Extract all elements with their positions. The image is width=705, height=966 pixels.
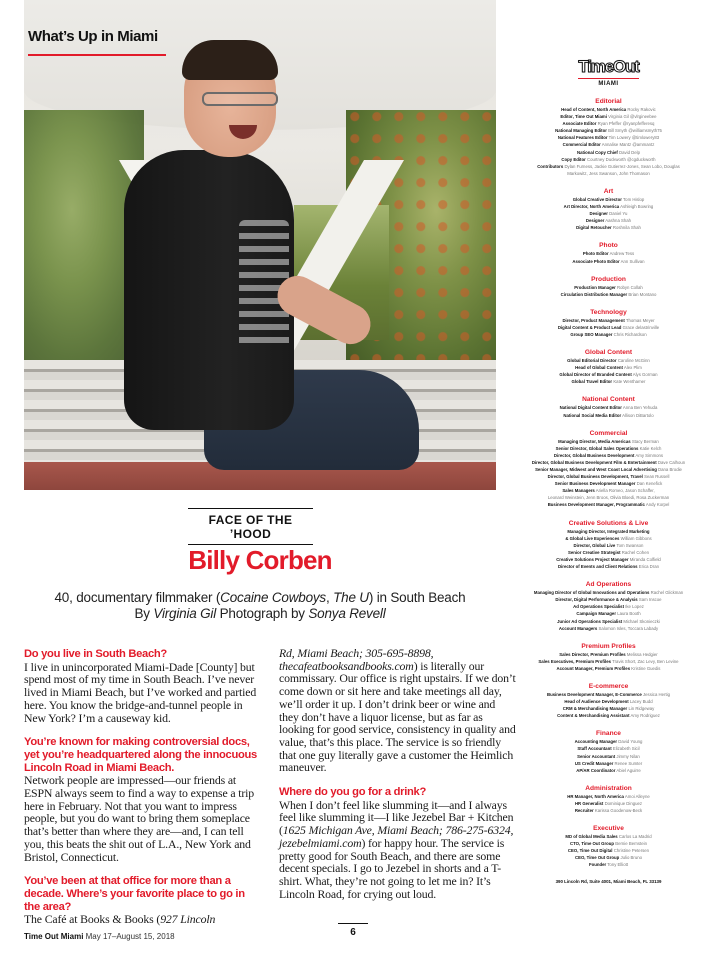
credit-role: Business Development Manager, E-Commerce xyxy=(547,691,642,697)
masthead-credit xyxy=(527,113,690,120)
credit-role: Group SEO Manager xyxy=(570,331,613,337)
credit-role: CTO, Time Out Group xyxy=(570,841,615,847)
masthead-credit xyxy=(527,549,690,556)
credit-role: Managing Director, Media Americas xyxy=(558,438,631,444)
credit-role: Account Managers xyxy=(558,625,598,631)
masthead-section xyxy=(527,429,690,509)
masthead-credit xyxy=(527,854,690,861)
masthead-credit xyxy=(527,250,690,257)
credit-name: Carlos La Madrid xyxy=(618,834,652,840)
credit-name: Miranda Colfield xyxy=(629,556,661,562)
credit-name: Kristine Guedis xyxy=(631,665,661,671)
credit-name: Leonard Weinstein, Jenn Broos, Olivia Bloedi, Rosa Zuckerman xyxy=(547,495,670,501)
footer-dates: May 17–August 15, 2018 xyxy=(83,932,175,941)
credit-name: Roshnila Shah xyxy=(612,225,641,231)
masthead-section-heading: Executive xyxy=(593,825,624,833)
masthead-credit xyxy=(527,691,690,698)
credit-role: Business Development Manager, Programmatic xyxy=(547,502,645,508)
credit-name: Karissa Goodenow-Beck xyxy=(594,808,643,813)
section-tag-label: What’s Up in Miami xyxy=(28,28,158,45)
credit-role: Copy Editor xyxy=(561,156,586,162)
timeout-logo: TimeOut xyxy=(578,58,638,79)
masthead-credit xyxy=(527,324,690,331)
hero-photo xyxy=(24,0,496,490)
credit-name: Ryan Pfeffer @ryanpfefferesq xyxy=(597,121,655,127)
credit-role: Art Director, North America xyxy=(563,204,620,210)
question: Do you live in South Beach? xyxy=(24,648,167,660)
credit-name: Katie Kelch xyxy=(639,445,662,451)
credit-role: Digital Retoucher xyxy=(576,225,612,231)
masthead-section-heading: Art xyxy=(603,187,614,195)
masthead-section-heading: National Content xyxy=(582,396,635,404)
masthead-section-heading: Production xyxy=(591,275,626,283)
question: You’re known for making controversial docs, yet you’re headquartered along the innocuous Lincoln Road in Miami Beach. xyxy=(24,736,257,774)
answer xyxy=(24,913,262,926)
credit-name: Caroline McGinn xyxy=(617,358,650,364)
answer: I live in unincorporated Miami-Dade [County] but spend most of my time in South Beach. I’ve never lived in Miami Beach, but I’ve worked and partied here. You know the bridge-and-tunnel people in New York? I’m a causeway kid. xyxy=(24,659,257,725)
credit-role: Circulation Distribution Manager xyxy=(560,291,628,297)
credit-role: MD of Global Media Sales xyxy=(565,834,618,840)
masthead-credit xyxy=(527,210,690,217)
masthead-credit xyxy=(527,134,690,141)
credit-name: Robyn Collah xyxy=(616,284,643,290)
credit-name: Dana Brodie xyxy=(658,467,682,472)
credit-role: Commercial Editor xyxy=(562,142,601,148)
credit-role: Global Travel Editor xyxy=(571,379,613,385)
credit-name: Sean Russell xyxy=(644,474,670,480)
masthead-credit xyxy=(527,610,690,617)
masthead-city: MIAMI xyxy=(598,81,619,87)
masthead-credit xyxy=(527,618,690,625)
credit-name: Anna Ben Yehuda xyxy=(622,405,658,411)
credit-name: Tony Elliott xyxy=(607,862,629,868)
masthead-credit xyxy=(527,589,690,596)
masthead-address: 390 Lincoln Rd, Suite 4001, Miami Beach, FL 33139 xyxy=(555,878,662,884)
masthead-section xyxy=(527,187,690,231)
masthead-credit xyxy=(527,861,690,868)
credit-name: Laura Booth xyxy=(617,611,641,617)
byline-photographer: Sonya Revell xyxy=(308,606,386,621)
credit-role: Digital Content & Product Lead xyxy=(557,324,622,330)
credit-role: Director, Global Business Development, Travel xyxy=(547,474,643,480)
kicker: FACE OF THE ’HOOD xyxy=(188,508,313,545)
masthead-credit xyxy=(527,793,690,800)
credit-name: Dan Kenefick xyxy=(636,481,663,487)
masthead-credit xyxy=(527,480,690,487)
credit-role: Associate Photo Editor xyxy=(572,258,620,264)
credit-name: Chris Richardson xyxy=(613,331,647,337)
masthead-credit xyxy=(527,217,690,224)
credit-role: Photo Editor xyxy=(582,251,609,257)
masthead-credit xyxy=(527,596,690,603)
credit-role: Director, Global Business Development Film & Entertainment xyxy=(531,459,657,465)
masthead-credit xyxy=(527,412,690,419)
credit-name: Elizabeth Sicil xyxy=(612,746,640,752)
credit-role: Contributors xyxy=(537,163,564,169)
credit-role: Senior Business Development Manager xyxy=(554,481,636,487)
byline-text: By xyxy=(134,606,154,621)
credit-role: Head of Audience Development xyxy=(564,699,629,705)
credit-role: Sales Director, Premium Profiles xyxy=(559,651,626,657)
credit-name: Renee Sumter xyxy=(614,760,643,766)
masthead-credit xyxy=(527,141,690,148)
dek-film-title: The U xyxy=(333,590,369,605)
masthead-credit xyxy=(527,753,690,760)
masthead-credit xyxy=(527,563,690,570)
page-number: 6 xyxy=(338,923,368,938)
masthead-section-heading: Technology xyxy=(590,308,627,316)
credit-role: Founder xyxy=(588,862,607,868)
masthead-credit xyxy=(527,203,690,210)
credit-name: Ariella Romeo, Jason Schaffer, xyxy=(595,488,655,494)
masthead-credit xyxy=(527,452,690,459)
credit-role: Sales Executives, Premium Profiles xyxy=(538,658,612,664)
masthead-credit xyxy=(527,840,690,847)
credit-role: Director, Digital Performance & Analysis xyxy=(555,597,638,603)
masthead-section xyxy=(527,824,690,868)
credit-role: Global Creative Director xyxy=(572,196,622,202)
masthead-section xyxy=(527,275,690,298)
masthead-section xyxy=(527,642,690,672)
byline-author: Virginia Gil xyxy=(153,606,217,621)
masthead-credit xyxy=(527,705,690,712)
answer xyxy=(279,647,517,774)
masthead-credit xyxy=(527,807,690,814)
article-dek xyxy=(0,590,520,622)
credit-name: Courtney Duckworth @cgduckworth xyxy=(586,156,656,162)
footer-publication: Time Out Miami xyxy=(24,932,84,941)
credit-name: Bill Smyth @williamsmyth75 xyxy=(608,128,662,134)
credit-name: Lacey Budd xyxy=(629,699,653,705)
masthead-credit xyxy=(527,651,690,658)
masthead-credit xyxy=(527,603,690,610)
credit-name: Virginia Gil @vlrgineebee xyxy=(608,114,657,120)
masthead-section xyxy=(527,729,690,773)
masthead-section-heading: Ad Operations xyxy=(585,581,632,589)
credit-name: Christine Petersen xyxy=(613,848,650,854)
credit-role: Managing Director, Integrated Marketing xyxy=(567,528,650,534)
credit-name: Dylan Furness, Jackie Gutierrez-Jones, Sean Lobo, Douglas xyxy=(564,163,680,169)
credit-role: National Features Editor xyxy=(557,135,608,141)
masthead-section-heading: Commercial xyxy=(589,429,628,437)
credit-name: Dave Calhoun xyxy=(657,459,686,465)
dek-line-1 xyxy=(0,590,520,606)
masthead-section-heading: Premium Profiles xyxy=(581,642,636,650)
credit-role: HR Generalist xyxy=(574,800,604,806)
question: You’ve been at that office for more than a decade. Where’s your favorite place to go in the area? xyxy=(24,875,245,913)
credit-role: Senior Manager, Midwest and West Coast Local Advertising xyxy=(535,467,657,472)
credit-role: Designer xyxy=(589,211,608,217)
credit-name: Thomas Meyer xyxy=(625,317,655,323)
credit-name: Tom Swanson xyxy=(616,542,644,548)
masthead-credit xyxy=(527,473,690,480)
byline xyxy=(0,606,520,622)
masthead-credit xyxy=(527,258,690,265)
credit-name: Dominique Dinguez xyxy=(604,800,643,806)
credit-role: Associate Editor xyxy=(562,121,597,127)
masthead-section xyxy=(527,348,690,385)
dek-text: , xyxy=(325,590,334,605)
credit-role: Director, Global Business Development xyxy=(553,452,635,458)
answer-address: 1625 Michigan Ave, Miami Beach; 786-275-6324, jezebelmiami.com xyxy=(279,823,514,850)
credit-name: Rachel Cohen xyxy=(621,549,649,555)
masthead-credit xyxy=(527,364,690,371)
dek-text: ) in South Beach xyxy=(368,590,466,605)
credit-name: Alex Plim xyxy=(623,365,642,371)
credit-name: Salomon Isles, Toccara Labady xyxy=(598,625,659,631)
answer-text: When I don’t feel like slumming it—and I always feel like slumming it—I like Jezebel Bar + Kitchen ( xyxy=(279,797,514,838)
credit-name: Allison DiBartolo xyxy=(622,412,654,418)
masthead-section-heading: Finance xyxy=(596,730,621,738)
masthead-credit xyxy=(527,665,690,672)
credit-role: Global Editorial Director xyxy=(567,358,617,364)
credit-name: Kate Wenthamer xyxy=(613,379,646,385)
masthead-section-heading: Creative Solutions & Live xyxy=(568,519,649,527)
masthead-credit xyxy=(527,501,690,508)
masthead-credit xyxy=(527,127,690,134)
credit-name: Daniel Yu xyxy=(609,211,628,217)
masthead-section xyxy=(527,580,690,632)
answer-text: ) is literally our commissary. Our office is right upstairs. If we don’t come down or sit here and take meetings all day, we’ll order it up. I don’t drink beer or wine and they don’t have a liquor license, but as far as looking for good service, consistency in quality and value, that’s this place. The service is so friendly that one guy literally gave a customer the Heimlich maneuver. xyxy=(279,658,516,775)
credit-role: Accounting Manager xyxy=(574,739,618,745)
masthead-credit xyxy=(527,331,690,338)
answer: Network people are impressed—our friends at ESPN always seem to find a way to expense a trip here in February. Not that you want to impress people, but you do want to bring them someplace that’s better than where they are—and, I can tell you, this beats the shit out of L.A., New York and Bristol, Connecticut. xyxy=(24,773,254,864)
credit-name: Melissa Hedgier xyxy=(626,651,658,657)
masthead-credit xyxy=(527,698,690,705)
credit-name: Sam Inscoe xyxy=(638,597,662,603)
credit-name: Aashna Shah xyxy=(605,218,632,224)
masthead-credit xyxy=(527,224,690,231)
dek-text: 40, documentary filmmaker ( xyxy=(54,590,221,605)
credit-name: William Gibbons xyxy=(620,535,652,541)
credit-name: Tim Lowery @timlowery83 xyxy=(608,135,660,141)
masthead-credit xyxy=(527,466,690,473)
masthead-credit xyxy=(527,404,690,411)
section-tag-rule xyxy=(28,54,166,56)
masthead-credit xyxy=(527,438,690,445)
masthead-credit xyxy=(527,163,690,170)
credit-role: Senior Director, Global Sales Operations xyxy=(555,445,639,451)
credit-role: Senior Accountant xyxy=(577,753,616,759)
credit-role: Editor, Time Out Miami xyxy=(560,114,607,120)
credit-name: Tom Hislop xyxy=(623,196,645,202)
page-footer xyxy=(24,932,175,941)
masthead-credit xyxy=(527,847,690,854)
credit-role: Senior Creative Strategist xyxy=(568,549,621,555)
credit-name: Michael Skonieczki xyxy=(623,618,660,624)
masthead-credit xyxy=(527,658,690,665)
answer xyxy=(279,799,517,901)
credit-role: Designer xyxy=(585,218,605,224)
masthead-section-heading: Administration xyxy=(585,784,632,792)
masthead-section-heading: Photo xyxy=(599,242,618,250)
masthead-sections xyxy=(527,97,690,869)
answer-address: 927 Lincoln xyxy=(160,912,216,927)
masthead-section xyxy=(527,519,690,571)
credit-name: Amy Simmons xyxy=(635,452,664,458)
credit-name: David Young xyxy=(618,739,643,745)
masthead-credit xyxy=(527,542,690,549)
credit-name: Amoi Alleyne xyxy=(624,793,650,799)
credit-role: CEO, Time Out Group xyxy=(574,855,620,861)
photo-subject-hair xyxy=(182,40,278,80)
masthead-section xyxy=(527,241,690,264)
masthead-section xyxy=(527,395,690,418)
masthead xyxy=(527,58,690,884)
credit-role: Sales Managers xyxy=(562,488,595,494)
credit-role: Director, Product Management xyxy=(562,317,625,323)
credit-role: Junior Ad Operations Specialist xyxy=(557,618,623,624)
masthead-credit xyxy=(527,459,690,466)
answer-text: The Café at Books & Books ( xyxy=(24,912,161,927)
masthead-credit xyxy=(527,487,690,494)
credit-role: Staff Accountant xyxy=(577,746,612,752)
article-column-left xyxy=(24,648,262,938)
dek-film-title: Cocaine Cowboys xyxy=(220,590,326,605)
masthead-credit xyxy=(527,106,690,113)
masthead-credit xyxy=(527,625,690,632)
masthead-credit xyxy=(527,196,690,203)
credit-role: & Global Live Experiences xyxy=(565,535,620,541)
masthead-section xyxy=(527,308,690,338)
credit-name: Andrew Tess xyxy=(609,251,635,257)
answer-text: ) for happy hour. The service is pretty good for South Beach, and there are some decent specials. I go to Jezebel in shorts and a T-shirt. What, they’re not going to let me in? It’s Lincoln Road, for crying out loud. xyxy=(279,835,505,901)
credit-role: Content & Merchandising Assistant xyxy=(557,713,630,719)
credit-role: Production Manager xyxy=(574,284,616,290)
masthead-credit xyxy=(527,378,690,385)
credit-name: Jimmy Nilan xyxy=(616,753,640,759)
credit-role: Ad Operations Specialist xyxy=(573,604,625,610)
credit-name: Amy Rodriguez xyxy=(630,713,660,719)
masthead-credit xyxy=(527,556,690,563)
masthead-credit xyxy=(527,738,690,745)
masthead-section-heading: E-commerce xyxy=(588,682,629,690)
credit-role: Account Manager, Premium Profiles xyxy=(556,665,631,671)
credit-role: National Copy Chief xyxy=(576,149,618,155)
credit-role: CRM & Merchandising Manager xyxy=(562,706,628,712)
credit-name: Annalise Mantz @ammantz xyxy=(601,142,655,148)
credit-name: Stacy Berman xyxy=(631,438,659,444)
section-tag xyxy=(28,28,166,56)
credit-name: Jessica Hertig xyxy=(643,691,670,697)
masthead-section-heading: Global Content xyxy=(584,349,633,357)
credit-name: David Delp xyxy=(619,149,641,155)
masthead-credit xyxy=(527,371,690,378)
credit-role: Campaign Manager xyxy=(576,611,616,617)
masthead-credit xyxy=(527,760,690,767)
masthead-credit xyxy=(527,120,690,127)
question: Where do you go for a drink? xyxy=(279,786,426,799)
masthead-section xyxy=(527,97,690,177)
credit-role: National Social Media Editor xyxy=(563,412,622,418)
masthead-credit xyxy=(527,317,690,324)
credit-role: National Digital Content Editor xyxy=(559,405,622,411)
masthead-credit xyxy=(527,800,690,807)
masthead-credit xyxy=(527,745,690,752)
credit-role: Creative Solutions Project Manager xyxy=(556,556,629,562)
credit-role: Managing Director of Global Innovations and Operations xyxy=(533,590,650,596)
credit-name: Rachel Glickman xyxy=(650,590,684,596)
credit-role: Director of Events and Client Relations xyxy=(557,564,638,570)
photo-subject-glasses xyxy=(202,92,278,106)
masthead-credit xyxy=(527,767,690,774)
credit-role: Head of Global Content xyxy=(575,365,623,371)
credit-role: CEO, Time Out Digital xyxy=(567,848,613,854)
masthead-section-heading: Editorial xyxy=(595,98,622,105)
masthead-section xyxy=(527,784,690,814)
credit-name: Grace delastrinville xyxy=(622,324,660,330)
byline-text: Photograph by xyxy=(216,606,309,621)
credit-name: Erica Dran xyxy=(638,564,660,570)
masthead-credit xyxy=(527,528,690,535)
masthead-credit xyxy=(527,357,690,364)
credit-role: HR Manager, North America xyxy=(567,793,624,799)
credit-name: Ann Sullivan xyxy=(620,258,645,264)
masthead-credit xyxy=(527,156,690,163)
credit-name: Ike Lopez xyxy=(625,604,644,610)
article-title: Billy Corben xyxy=(188,545,332,575)
credit-role: AP/AR Coordinator xyxy=(576,767,616,773)
credit-role: Global Director of Branded Content xyxy=(559,372,632,378)
credit-role: Recruiter xyxy=(574,808,594,813)
credit-role: US Credit Manager xyxy=(574,760,614,766)
credit-role: Director, Global Live xyxy=(573,542,616,548)
credit-name: Alys Gorman xyxy=(632,372,658,378)
credit-name: Markowitz, Jess Swanson, John Thomason xyxy=(567,170,650,176)
answer-address: Rd, Miami Beach; 305-695-8898, thecafeatbooksandbooks.com xyxy=(279,646,434,673)
masthead-section xyxy=(527,682,690,719)
masthead-credit xyxy=(527,535,690,542)
masthead-credit xyxy=(527,149,690,156)
credit-name: Rocky Rakovic xyxy=(627,107,656,112)
masthead-credit xyxy=(527,712,690,719)
masthead-credit xyxy=(527,291,690,298)
credit-name: Julio Bruno xyxy=(620,855,643,861)
credit-name: Bernie Bernstein xyxy=(615,841,647,847)
masthead-credit xyxy=(527,170,690,177)
masthead-credit xyxy=(527,284,690,291)
credit-name: Lin Ridgeway xyxy=(628,706,655,712)
credit-name: Andy Korpel xyxy=(645,502,670,508)
article-column-right xyxy=(279,647,517,912)
credit-name: Ashleigh Bowring xyxy=(620,204,654,210)
masthead-credit xyxy=(527,445,690,452)
credit-name: Abiel Aguirre xyxy=(616,767,641,773)
credit-role: National Managing Editor xyxy=(555,128,607,134)
credit-name: Brian Montano xyxy=(628,291,657,297)
masthead-credit xyxy=(527,833,690,840)
credit-role: Head of Content, North America xyxy=(561,107,627,112)
masthead-credit xyxy=(527,494,690,501)
credit-name: Travis Short, Zac Levy, Ben Levine xyxy=(612,658,679,664)
